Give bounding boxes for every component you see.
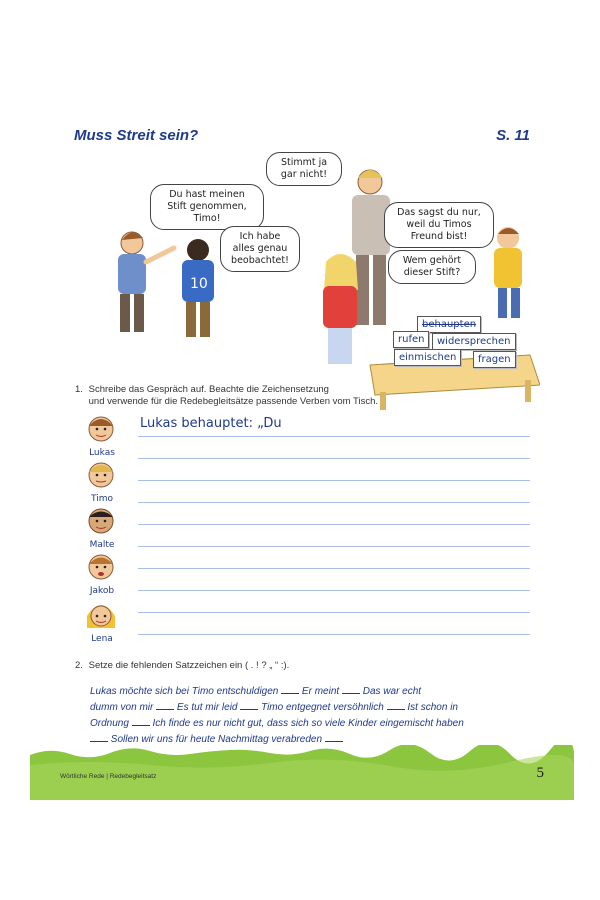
writing-line[interactable] <box>138 612 530 613</box>
writing-line[interactable] <box>138 480 530 481</box>
bubble-line: Timo! <box>193 213 221 224</box>
writing-line[interactable] <box>138 524 530 525</box>
bubble-line: weil du Timos <box>406 219 472 230</box>
exercise-segment: Sollen wir uns für heute Nachmittag verabreden <box>110 734 323 745</box>
bubble-line: Freund bist! <box>410 231 468 242</box>
exercise-segment: dumm von mir <box>90 702 154 713</box>
exercise-segment: Lukas möchte sich bei Timo entschuldigen <box>90 686 279 697</box>
page-title: Muss Streit sein? <box>74 127 199 144</box>
bubble-line: Ich habe <box>239 231 281 242</box>
bubble-line: gar nicht! <box>280 169 328 180</box>
face-lukas-icon <box>84 412 118 448</box>
verb-card-widersprechen: widersprechen <box>432 333 516 350</box>
svg-text:10: 10 <box>190 276 208 292</box>
punctuation-gap[interactable] <box>132 716 150 726</box>
bubble-line: beobachtet! <box>231 255 289 266</box>
punctuation-gap[interactable] <box>156 700 174 710</box>
exercise-segment: Er meint <box>301 686 340 697</box>
verb-card-fragen: fragen <box>473 351 516 368</box>
task-1-line-1: Schreibe das Gespräch auf. Beachte die Zeichensetzung <box>88 384 329 395</box>
illustration-scene <box>70 150 540 410</box>
task-number: 1. <box>75 384 83 395</box>
face-label-malte: Malte <box>89 540 115 550</box>
task-2-exercise-text <box>90 684 530 748</box>
face-jakob-icon <box>84 550 118 586</box>
punctuation-gap[interactable] <box>325 732 343 742</box>
face-label-lena: Lena <box>91 634 113 644</box>
task-2-text: Setze die fehlenden Satzzeichen ein ( . ! ? „ “ :). <box>88 660 290 671</box>
writing-line[interactable] <box>138 590 530 591</box>
writing-line[interactable] <box>138 458 530 459</box>
task-number: 2. <box>75 660 83 671</box>
face-label-jakob: Jakob <box>89 586 115 596</box>
writing-line[interactable] <box>138 546 530 547</box>
exercise-segment: Es tut mir leid <box>176 702 238 713</box>
footer-section-label: Wörtliche Rede | Redebegleitsatz <box>60 773 157 780</box>
exercise-segment: Ordnung <box>90 718 129 729</box>
face-timo-icon <box>84 458 118 494</box>
punctuation-gap[interactable] <box>240 700 258 710</box>
page-reference: S. 11 <box>496 127 530 144</box>
speech-bubble-wem <box>388 250 476 284</box>
speech-bubble-beobachtet <box>220 226 300 272</box>
writing-line[interactable] <box>138 436 530 437</box>
verb-card-behaupten: behaupten <box>417 316 481 333</box>
verb-card-einmischen: einmischen <box>394 349 461 366</box>
task-1-instruction <box>75 384 378 408</box>
writing-line[interactable] <box>138 502 530 503</box>
punctuation-gap[interactable] <box>387 700 405 710</box>
exercise-segment: Ich finde es nur nicht gut, dass sich so viele Kinder eingemischt haben <box>152 718 464 729</box>
writing-line[interactable] <box>138 568 530 569</box>
bubble-line: dieser Stift? <box>403 267 461 278</box>
exercise-segment: Ist schon in <box>407 702 458 713</box>
bubble-line: Du hast meinen <box>169 189 245 200</box>
punctuation-gap[interactable] <box>342 684 360 694</box>
exercise-segment: Timo entgegnet versöhnlich <box>261 702 384 713</box>
speech-bubble-stimmt <box>266 152 342 186</box>
face-malte-icon <box>84 504 118 540</box>
verb-card-rufen: rufen <box>393 331 429 348</box>
punctuation-gap[interactable] <box>281 684 299 694</box>
bubble-line: Wem gehört <box>402 255 462 266</box>
exercise-segment: Das war echt <box>362 686 422 697</box>
face-label-lukas: Lukas <box>89 448 115 458</box>
bubble-line: alles genau <box>232 243 288 254</box>
writing-start-text: Lukas behauptet: „Du <box>140 416 282 431</box>
punctuation-gap[interactable] <box>90 732 108 742</box>
speech-bubble-stift <box>150 184 264 230</box>
bubble-line: Stift genommen, <box>167 201 247 212</box>
footer-page-number: 5 <box>536 765 544 781</box>
writing-area <box>82 412 532 652</box>
face-lena-icon <box>84 598 118 634</box>
bubble-line: Stimmt ja <box>280 157 328 168</box>
bubble-line: Das sagst du nur, <box>397 207 481 218</box>
task-1-line-2: und verwende für die Redebegleitsätze passende Verben vom Tisch. <box>88 396 379 407</box>
task-2-instruction <box>75 660 289 672</box>
speech-bubble-freund <box>384 202 494 248</box>
face-label-timo: Timo <box>91 494 113 504</box>
writing-line[interactable] <box>138 634 530 635</box>
workbook-page <box>30 100 574 800</box>
